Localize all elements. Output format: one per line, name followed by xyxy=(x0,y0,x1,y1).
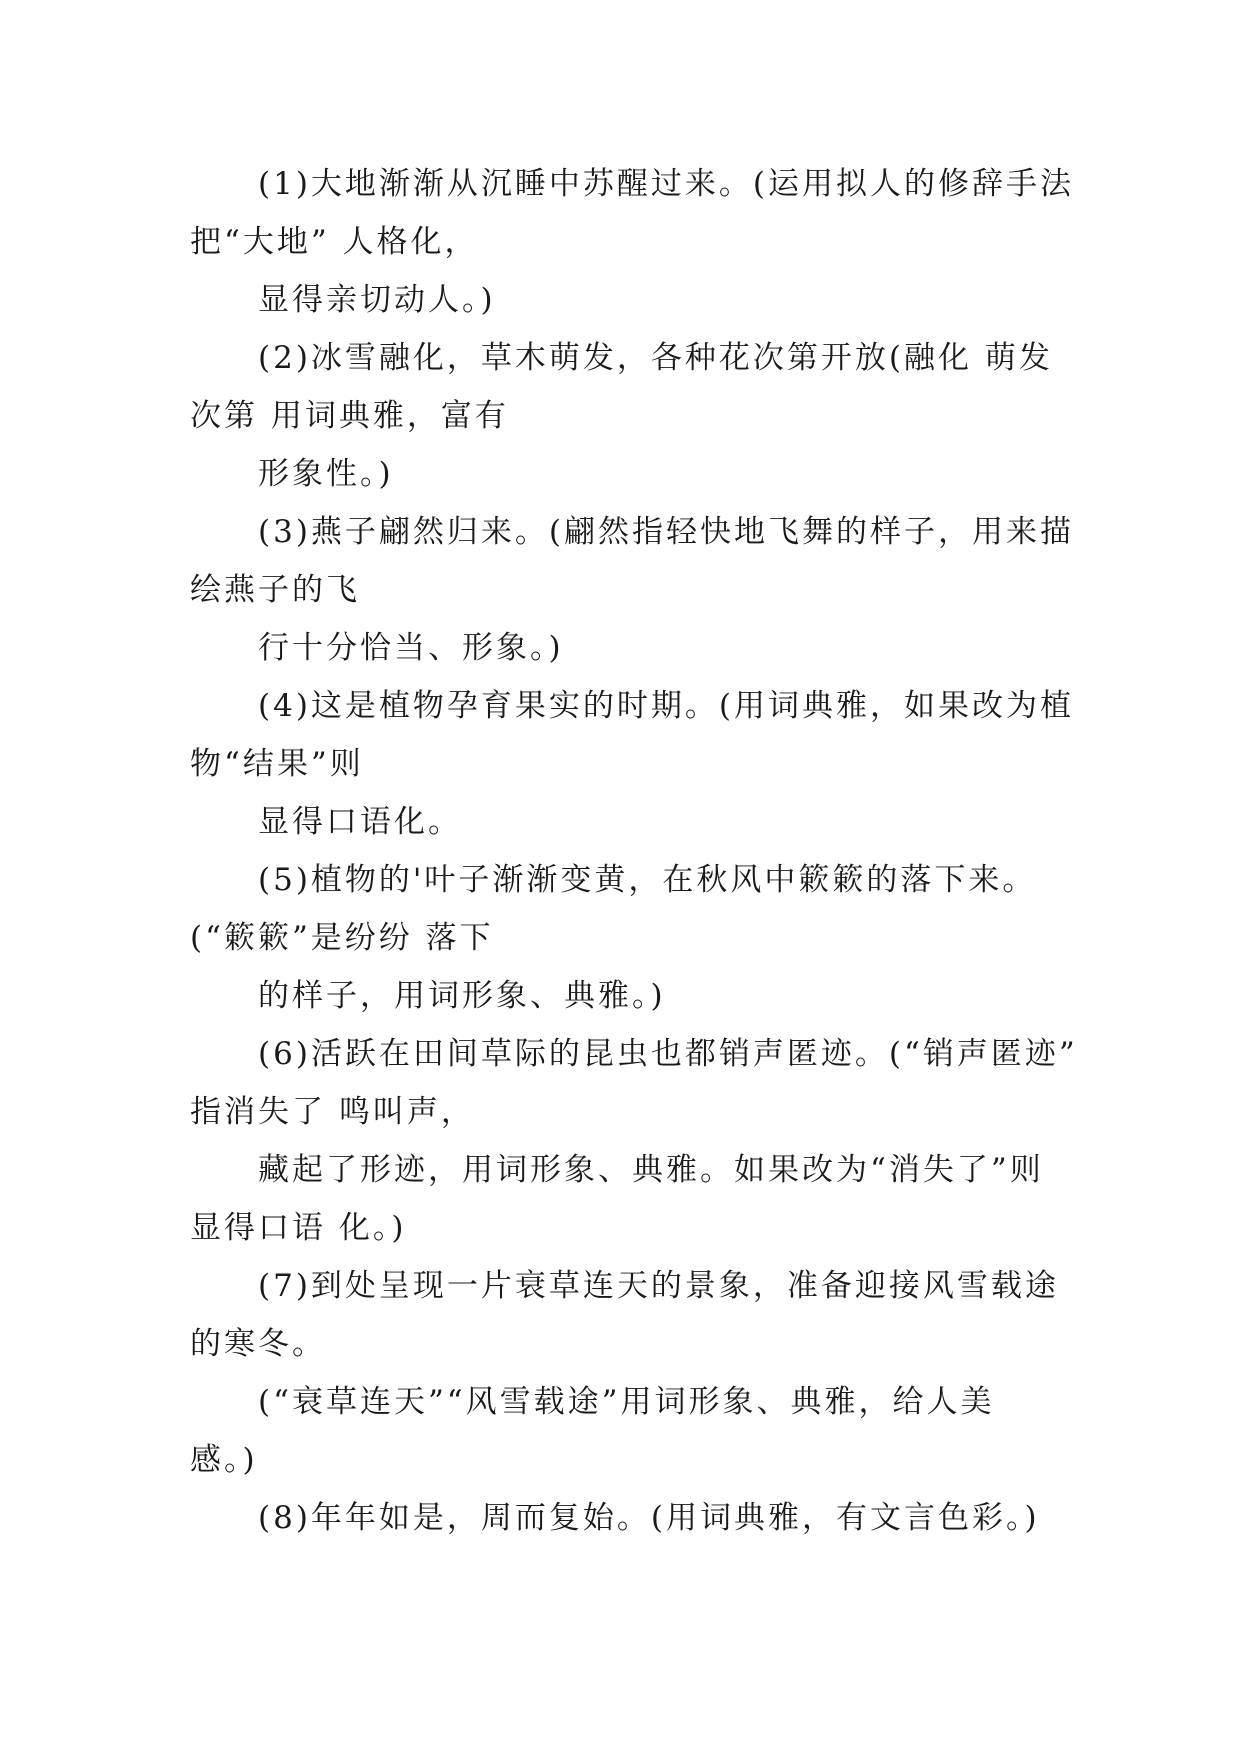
paragraph-7-line-3: (“衰草连天”“风雪载途”用词形象、典雅，给人美 xyxy=(258,1384,995,1420)
paragraph-2-line-1: (2)冰雪融化，草木萌发，各种花次第开放(融化 萌发 xyxy=(258,340,1053,376)
paragraph-3-line-1: (3)燕子翩然归来。(翩然指轻快地飞舞的样子，用来描 xyxy=(258,514,1075,550)
paragraph-2-line-2: 次第 用词典雅，富有 xyxy=(190,398,509,434)
paragraph-3-line-2: 绘燕子的飞 xyxy=(190,572,360,608)
paragraph-1-line-2: 把“大地” 人格化， xyxy=(190,224,479,260)
paragraph-5-line-3: 的样子，用词形象、典雅。) xyxy=(258,978,666,1014)
paragraph-6-line-1: (6)活跃在田间草际的昆虫也都销声匿迹。(“销声匿迹” xyxy=(258,1036,1078,1072)
paragraph-6-line-3: 藏起了形迹，用词形象、典雅。如果改为“消失了”则 xyxy=(258,1152,1044,1188)
paragraph-3-line-3: 行十分恰当、形象。) xyxy=(258,630,564,666)
paragraph-7-line-2: 的寒冬。 xyxy=(190,1326,326,1362)
paragraph-4-line-2: 物“结果”则 xyxy=(190,746,364,782)
paragraph-4-line-3: 显得口语化。 xyxy=(258,804,462,840)
paragraph-2-line-3: 形象性。) xyxy=(258,456,394,492)
paragraph-4-line-1: (4)这是植物孕育果实的时期。(用词典雅，如果改为植 xyxy=(258,688,1075,724)
paragraph-7-line-1: (7)到处呈现一片衰草连天的景象，准备迎接风雪载途 xyxy=(258,1268,1059,1304)
paragraph-7-line-4: 感。) xyxy=(190,1442,258,1478)
paragraph-6-line-4: 显得口语 化。) xyxy=(190,1210,407,1246)
paragraph-6-line-2: 指消失了 鸣叫声， xyxy=(190,1094,475,1130)
paragraph-5-line-2: (“簌簌”是纷纷 落下 xyxy=(190,920,494,956)
paragraph-1-line-1: (1)大地渐渐从沉睡中苏醒过来。(运用拟人的修辞手法 xyxy=(258,166,1075,202)
paragraph-5-line-1: (5)植物的'叶子渐渐变黄，在秋风中簌簌的落下来。 xyxy=(258,862,1037,898)
paragraph-1-line-3: 显得亲切动人。) xyxy=(258,282,496,318)
paragraph-8-line-1: (8)年年如是，周而复始。(用词典雅，有文言色彩。) xyxy=(258,1500,1040,1536)
